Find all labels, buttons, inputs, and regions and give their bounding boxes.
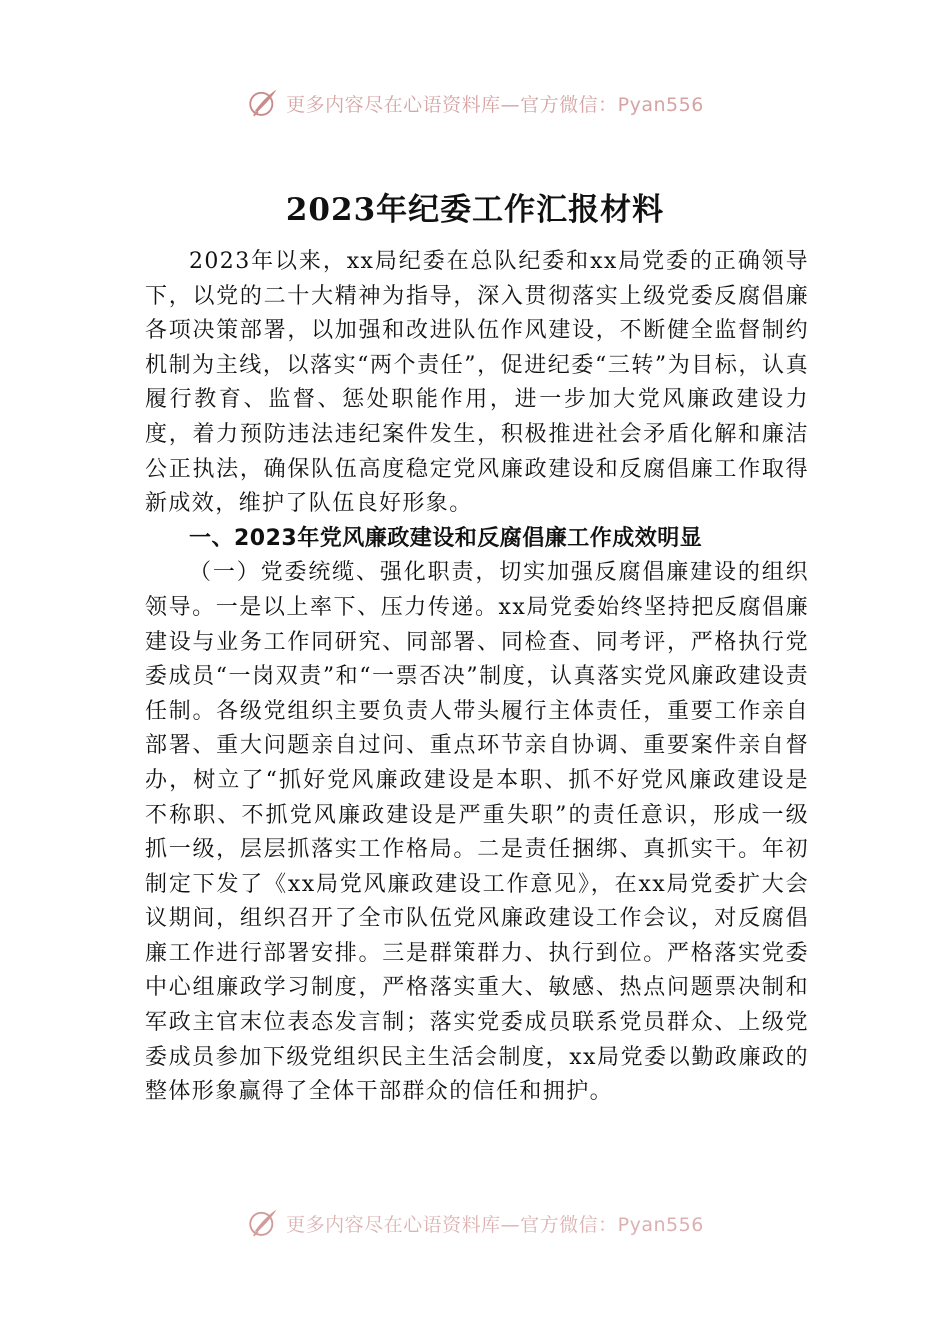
watermark-footer — [0, 1205, 950, 1241]
document-body — [145, 245, 809, 1110]
watermark-text: 更多内容尽在心语资料库—官方微信：Pyan556 — [286, 1213, 704, 1236]
watermark-header — [0, 84, 950, 122]
document-title: 2023年纪委工作汇报材料 — [285, 192, 665, 228]
watermark-text: 更多内容尽在心语资料库—官方微信：Pyan556 — [286, 93, 704, 116]
section-heading: 一、2023年党风廉政建设和反腐倡廉工作成效明显 — [189, 525, 703, 551]
intro-paragraph: 2023年以来，xx局纪委在总队纪委和xx局党委的正确领导下，以党的二十大精神为指导，深入贯彻落实上级党委反腐倡廉各项决策部署，以加强和改进队伍作风建设，不断健全监督制约机制为主线，以落实“两个责任”，促进纪委“三转”为目标，认真履行教育、监督、惩处职能作用，进一步加大党风廉政建设力度，着力预防违法违纪案件发生，积极推进社会矛盾化解和廉洁公正执法，确保队伍高度稳定党风廉政建设和反腐倡廉工作取得新成效，维护了队伍良好形象。 — [145, 249, 809, 517]
section-paragraph: （一）党委统缆、强化职责，切实加强反腐倡廉建设的组织领导。一是以上率下、压力传递。xx局党委始终坚持把反腐倡廉建设与业务工作同研究、同部署、同检查、同考评，严格执行党委成员“一岗双责”和“一票否决”制度，认真落实党风廉政建设责任制。各级党组织主要负责人带头履行主体责任，重要工作亲自部署、重大问题亲自过问、重点环节亲自协调、重要案件亲自督办，树立了“抓好党风廉政建设是本职、抓不好党风廉政建设是不称职、不抓党风廉政建设是严重失职”的责任意识，形成一级抓一级，层层抓落实工作格局。二是责任捆绑、真抓实干。年初制定下发了《xx局党风廉政建设工作意见》，在xx局党委扩大会议期间，组织召开了全市队伍党风廉政建设工作会议，对反腐倡廉工作进行部署安排。三是群策群力、执行到位。严格落实党委中心组廉政学习制度，严格落实重大、敏感、热点问题票决制和军政主官末位表态发言制；落实党委成员联系党员群众、上级党委成员参加下级党组织民主生活会制度，xx局党委以勤政廉政的整体形象赢得了全体干部群众的信任和拥护。 — [145, 560, 809, 1105]
quill-pen-logo-icon — [246, 1206, 280, 1240]
quill-pen-logo-icon — [246, 86, 280, 120]
